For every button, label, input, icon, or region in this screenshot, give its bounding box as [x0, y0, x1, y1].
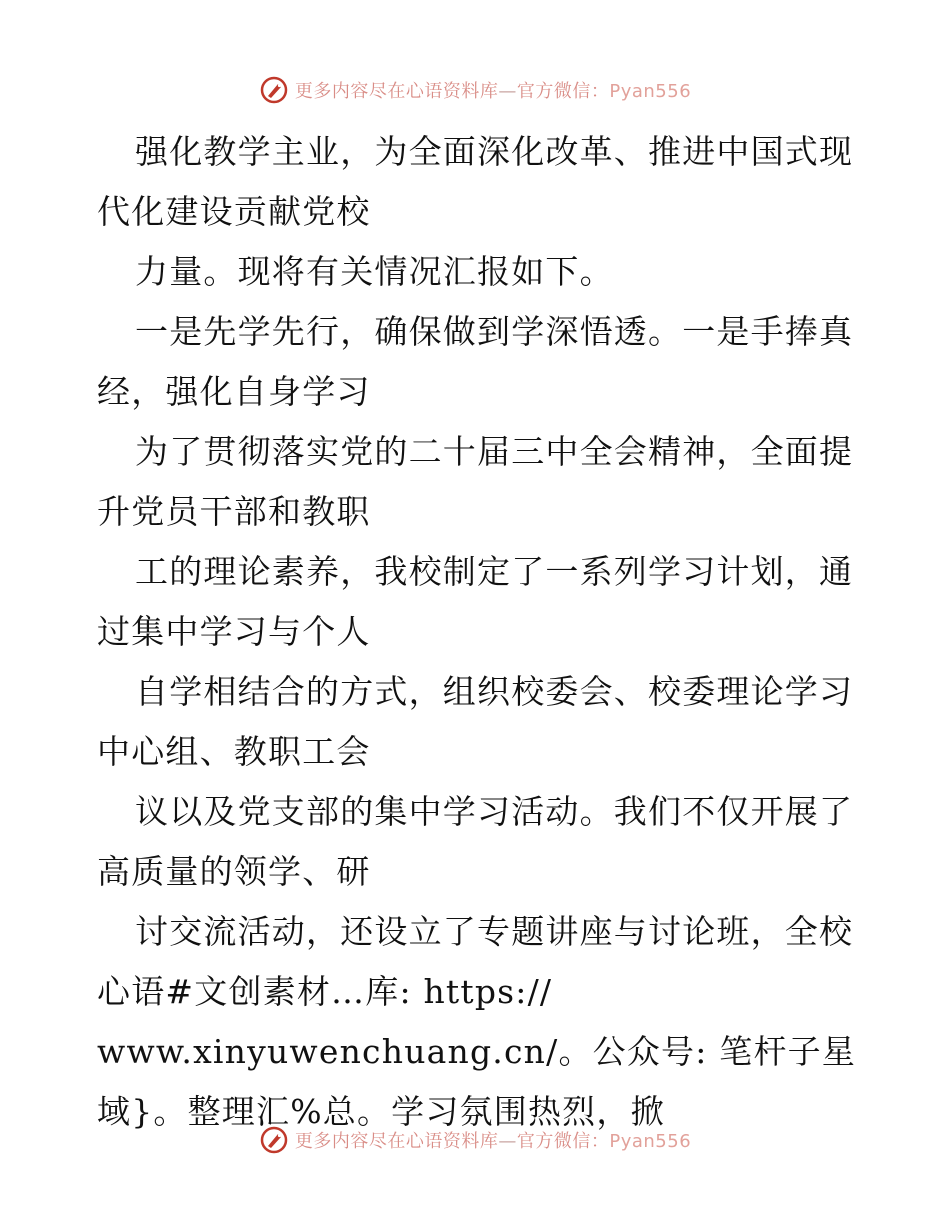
text-line: 一是先学先行，确保做到学深悟透。一是手捧真 [135, 312, 854, 351]
text-line: 经，强化自身学习 [97, 372, 371, 411]
text-line: 讨交流活动，还设立了专题讲座与讨论班，全校 [135, 912, 854, 951]
text-line: 过集中学习与个人 [97, 612, 371, 651]
text-line: 工的理论素养，我校制定了一系列学习计划，通 [135, 552, 854, 591]
pen-nib-logo-icon [259, 1125, 289, 1155]
watermark-wechat-label: 官方微信： [516, 1131, 610, 1152]
watermark-handle: Pyan556 [609, 1131, 692, 1152]
text-line: 强化教学主业，为全面深化改革、推进中国式现 [135, 132, 854, 171]
text-line: 自学相结合的方式，组织校委会、校委理论学习 [135, 672, 854, 711]
text-line: 力量。现将有关情况汇报如下。 [135, 252, 614, 291]
text-line: 域}。整理汇%总。学习氛围热烈，掀 [97, 1092, 665, 1131]
watermark-wechat-label: 官方微信： [516, 81, 610, 102]
text-line: 代化建设贡献党校 [97, 192, 371, 231]
text-line: 升党员干部和教职 [97, 492, 371, 531]
text-line: 议以及党支部的集中学习活动。我们不仅开展了 [135, 792, 854, 831]
text-line: 心语#文创素材…库: https:// [97, 972, 553, 1011]
watermark-separator: — [498, 1131, 517, 1152]
text-line: 中心组、教职工会 [97, 732, 371, 771]
watermark-text [295, 77, 691, 103]
text-line: 高质量的领学、研 [97, 852, 371, 891]
text-line: www.xinyuwenchuang.cn/。公众号: 笔杆子星 [97, 1032, 857, 1071]
document-body [97, 122, 857, 1142]
watermark-brand: 更多内容尽在心语资料库 [294, 1131, 499, 1152]
footer-watermark [0, 1120, 950, 1160]
watermark-brand: 更多内容尽在心语资料库 [294, 81, 499, 102]
watermark-text [295, 1127, 691, 1153]
pen-nib-logo-icon [259, 75, 289, 105]
header-watermark [0, 70, 950, 110]
watermark-handle: Pyan556 [609, 81, 692, 102]
text-line: 为了贯彻落实党的二十届三中全会精神，全面提 [135, 432, 854, 471]
watermark-separator: — [498, 81, 517, 102]
